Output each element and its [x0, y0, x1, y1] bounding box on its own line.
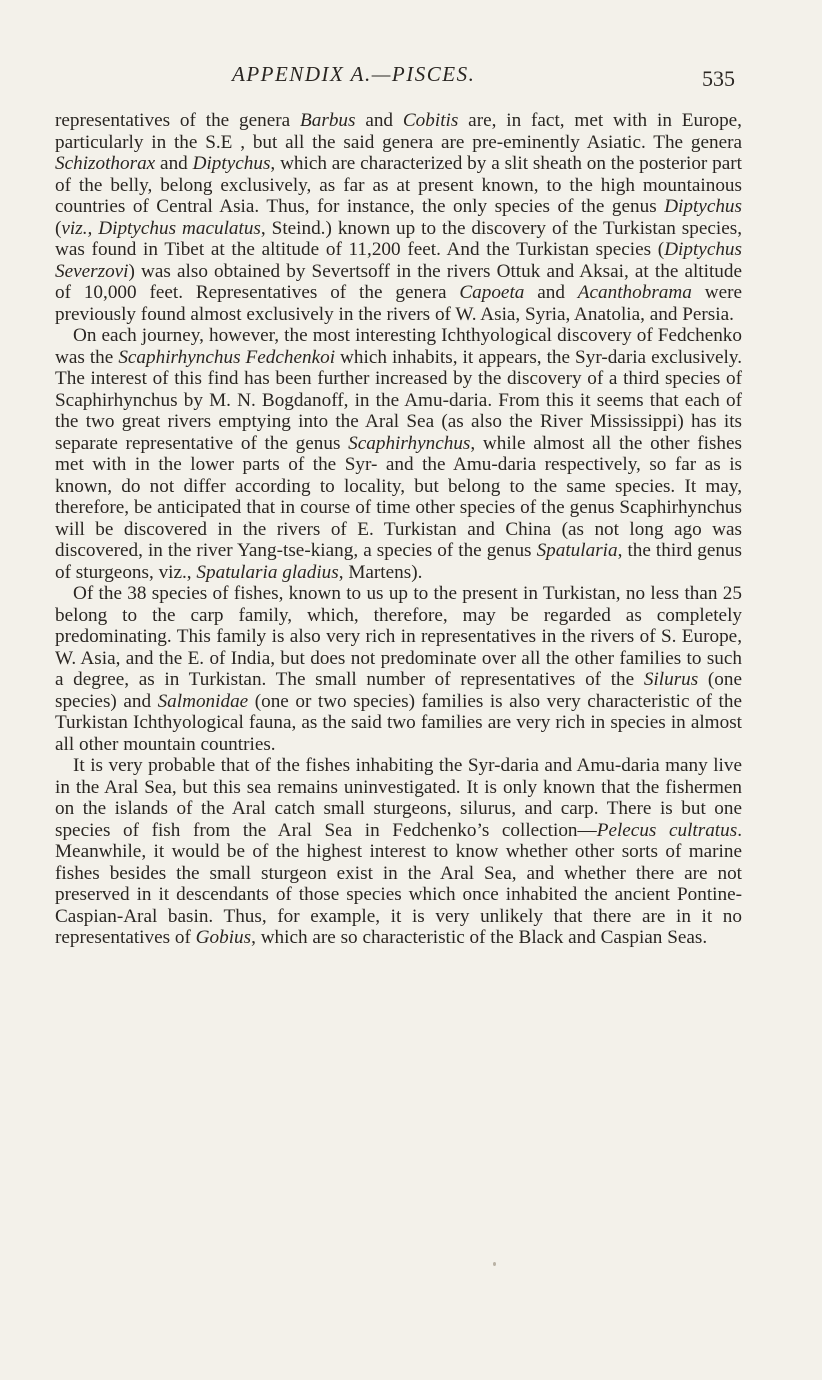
- italic-text-run: Schizothorax: [55, 153, 156, 174]
- text-run: which inhabits, it appears, the Syr-daria exclusively. The interest of this find has been further increased by the discovery of a third species of Scaphirhynchus by M. N. Bogdanoff, in the Amu-daria. From this it seems that each of the two great rivers emptying into the Aral Sea (as also the River Mississippi) has its separate representative of the genus: [55, 346, 743, 454]
- italic-text-run: Barbus: [300, 110, 356, 131]
- page-number: 535: [702, 66, 735, 91]
- italic-text-run: Spatularia gladius: [196, 561, 339, 583]
- text-run: On each journey, however, the most interesting Ichthyological discovery of Fedchenko was the: [55, 325, 742, 368]
- text-run: and: [355, 110, 403, 131]
- italic-text-run: Capoeta: [459, 282, 525, 303]
- text-run: (one species) and: [55, 669, 742, 712]
- paragraph-3: [55, 583, 742, 755]
- italic-text-run: Scaphirhynchus: [348, 432, 471, 454]
- paper-speck: [493, 1262, 496, 1266]
- text-run: and: [155, 153, 193, 174]
- text-run: (one or two species) families is also very characteristic of the Turkistan Ichthyological fauna, as the said two families are very rich in species in almost all other mountain countries.: [55, 690, 742, 755]
- text-run: It is very probable that of the fishes inhabiting the Syr-daria and Amu-daria many live in the Aral Sea, but this sea remains uninvestigated. It is only known that the fishermen on the islands of the Aral catch small sturgeons, silurus, and carp. There is but one species of fish from the Aral Sea in Fedchenko’s collection—: [55, 755, 742, 841]
- paragraph-1: [55, 110, 742, 325]
- text-run: (: [55, 217, 62, 239]
- text-run: , the third genus of sturgeons, viz.,: [55, 540, 742, 583]
- text-run: . Meanwhile, it would be of the highest interest to know whether other sorts of marine fishes besides the small sturgeon exist in the Aral Sea, and whether there are not preserved in it descendants of those species which once inhabited the ancient Pontine-Caspian-Aral basin. Thus, for example, it is very unlikely that there are in it no representatives of: [55, 819, 742, 948]
- italic-text-run: Spatularia: [536, 540, 618, 561]
- italic-text-run: Salmonidae: [157, 690, 249, 712]
- italic-text-run: Silurus: [643, 669, 699, 690]
- text-run: ) was also obtained by Severtsoff in the rivers Ottuk and Aksai, at the altitude of 10,000 feet. Representatives of the genera: [55, 260, 742, 303]
- italic-text-run: Acanthobrama: [577, 282, 692, 303]
- text-run: , which are so characteristic of the Black and Caspian Seas.: [251, 927, 708, 948]
- paragraph-2: [55, 325, 742, 583]
- italic-text-run: Scaphirhynchus Fedchenkoi: [118, 346, 336, 368]
- text-run: , while almost all the other fishes met with in the lower parts of the Syr- and the Amu-daria respectively, so far as is known, do not differ according to locality, but belong to the same species. It may, therefore, be anticipated that in course of time other species of the genus Scaphirhynchus will be discovered in the rivers of E. Turkistan and China (as not long ago was discovered, in the river Yang-tse-kiang, a species of the genus: [55, 432, 742, 561]
- running-title: APPENDIX A.—PISCES.: [232, 62, 476, 86]
- text-run: Of the 38 species of fishes, known to us up to the present in Turkistan, no less than 25 belong to the carp family, which, therefore, may be regarded as completely predominating. This family is also very rich in representatives in the rivers of S. Europe, W. Asia, and the E. of India, but does not predominate over all the other families to such a degree, as in Turkistan. The small number of representatives of the: [55, 583, 742, 690]
- text-run: were previously found almost exclusively in the rivers of W. Asia, Syria, Anatolia, and Persia.: [55, 282, 742, 325]
- italic-text-run: viz., Diptychus maculatus: [61, 217, 261, 239]
- italic-text-run: Cobitis: [402, 110, 459, 131]
- text-run: are, in fact, met with in Europe, particularly in the S.E , but all the said genera are pre-eminently Asiatic. The genera: [55, 110, 742, 153]
- text-run: , which are characterized by a slit sheath on the posterior part of the belly, belong exclusively, as far as at present known, to the high mountainous countries of Central Asia. Thus, for instance, the only species of the genus: [55, 153, 742, 217]
- running-head: [0, 62, 822, 92]
- body-text: [55, 110, 742, 949]
- text-run: , Martens).: [338, 561, 423, 583]
- italic-text-run: Diptychus: [664, 196, 742, 217]
- italic-text-run: Pelecus cultratus: [596, 819, 738, 841]
- italic-text-run: Diptychus Severzovi: [55, 239, 742, 282]
- italic-text-run: Diptychus: [192, 153, 271, 174]
- text-run: and: [524, 282, 578, 303]
- paragraph-4: [55, 755, 742, 949]
- italic-text-run: Gobius: [195, 927, 252, 948]
- text-run: , Steind.) known up to the discovery of the Turkistan species, was found in Tibet at the altitude of 11,200 feet. And the Turkistan species (: [55, 217, 742, 260]
- text-run: representatives of the genera: [55, 110, 301, 131]
